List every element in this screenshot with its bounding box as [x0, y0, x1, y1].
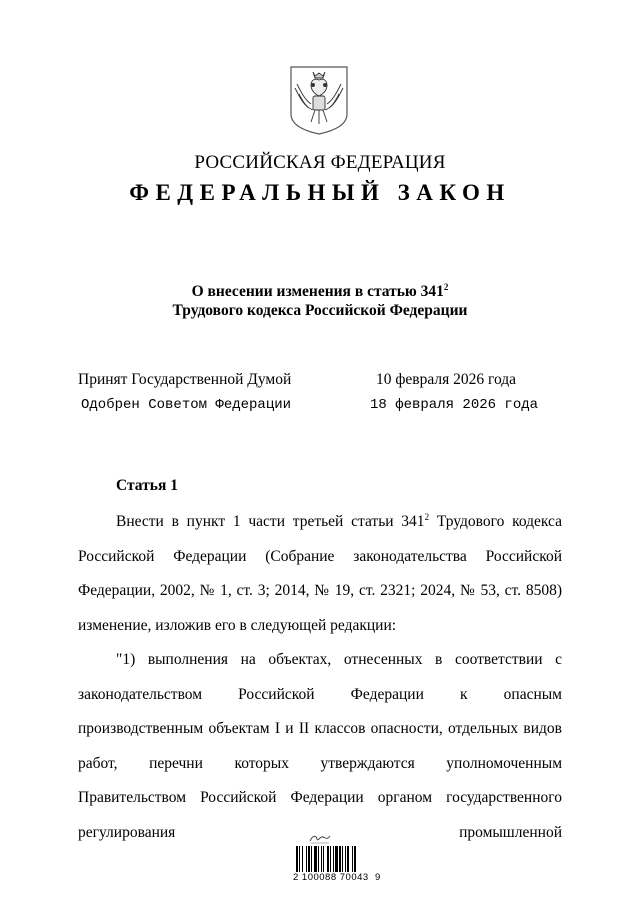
law-title-line-1-text: О внесении изменения в статью 341	[191, 283, 444, 300]
country-name: РОССИЙСКАЯ ФЕДЕРАЦИЯ	[194, 152, 446, 173]
paragraph-1-text-b: Трудового кодекса Российской Федерации (Собрание законодательства Российской Федерации, 2002, № 1, ст. 3; 2014, № 19, ст. 2321; 2024, № 53, ст. 8508) изменение, изложив его в следующей редакции:	[78, 513, 562, 634]
law-type-heading: ФЕДЕРАЛЬНЫЙ ЗАКОН	[129, 180, 511, 205]
law-title	[0, 282, 640, 320]
duma-adoption-row	[78, 371, 598, 397]
article-body	[78, 505, 562, 850]
signature-stamp	[308, 832, 332, 844]
duma-label: Принят Государственной Думой	[78, 371, 292, 388]
law-title-line-2: Трудового кодекса Российской Федерации	[172, 302, 468, 319]
paragraph-1-text-a: Внести в пункт 1 части третьей статьи 341	[116, 513, 425, 530]
adoption-block	[78, 371, 598, 423]
coat-of-arms-emblem	[287, 64, 351, 136]
law-title-line-1	[0, 282, 640, 301]
article-heading: Статья 1	[116, 477, 178, 494]
article-paragraph-2: "1) выполнения на объектах, отнесенных в соответствии с законодательством Российской Федерации к опасным производственным объектам I и II классов опасности, отдельных видов работ, перечни которых утверждаются уполномоченным Правительством Российской Федерации органом государственного регулирования промышленной	[78, 651, 562, 841]
council-label: Одобрен Советом Федерации	[81, 397, 292, 413]
barcode-number: 2 100088 70043 9	[293, 872, 381, 883]
council-approval-row	[78, 397, 598, 423]
article-paragraph-1	[78, 505, 562, 643]
paragraph-1-superscript: 2	[424, 511, 430, 522]
duma-date: 10 февраля 2026 года	[376, 371, 517, 388]
council-date: 18 февраля 2026 года	[370, 397, 539, 413]
law-title-superscript: 2	[443, 281, 449, 292]
document-barcode	[296, 846, 384, 874]
